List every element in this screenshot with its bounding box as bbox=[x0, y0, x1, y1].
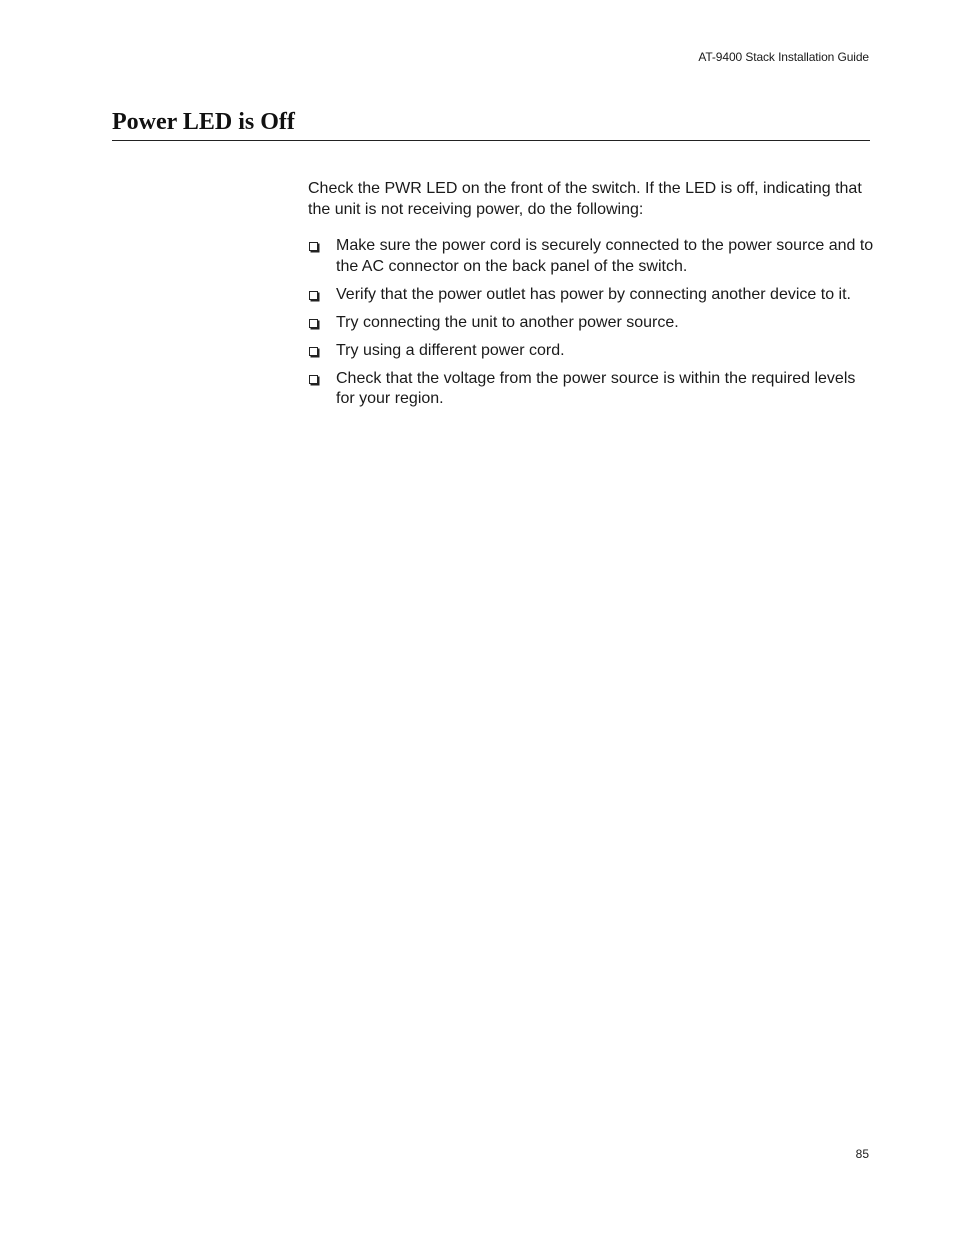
page-number: 85 bbox=[855, 1147, 869, 1161]
list-item-text: Try using a different power cord. bbox=[336, 341, 565, 359]
section-title: Power LED is Off bbox=[112, 109, 295, 135]
list-item-text: Try connecting the unit to another power source. bbox=[336, 313, 679, 331]
list-item bbox=[308, 369, 874, 410]
list-item-text: Make sure the power cord is securely connected to the power source and to the AC connector on the back panel of the switch. bbox=[336, 237, 874, 275]
list-item-text: Check that the voltage from the power source is within the required levels for your region. bbox=[336, 369, 856, 407]
running-header: AT-9400 Stack Installation Guide bbox=[698, 50, 869, 64]
checkbox-square-icon bbox=[309, 347, 318, 356]
list-item bbox=[308, 341, 874, 362]
intro-paragraph: Check the PWR LED on the front of the switch. If the LED is off, indicating that the unit is not receiving power, do the following: bbox=[308, 180, 862, 218]
checkbox-square-icon bbox=[309, 319, 318, 328]
list-item bbox=[308, 285, 874, 306]
troubleshooting-list bbox=[308, 236, 874, 410]
list-item-text: Verify that the power outlet has power by connecting another device to it. bbox=[336, 285, 851, 303]
list-item bbox=[308, 236, 874, 277]
list-item bbox=[308, 313, 874, 334]
checkbox-square-icon bbox=[309, 375, 318, 384]
checkbox-square-icon bbox=[309, 291, 318, 300]
checkbox-square-icon bbox=[309, 242, 318, 251]
body-text bbox=[308, 179, 874, 417]
title-divider bbox=[112, 140, 870, 141]
